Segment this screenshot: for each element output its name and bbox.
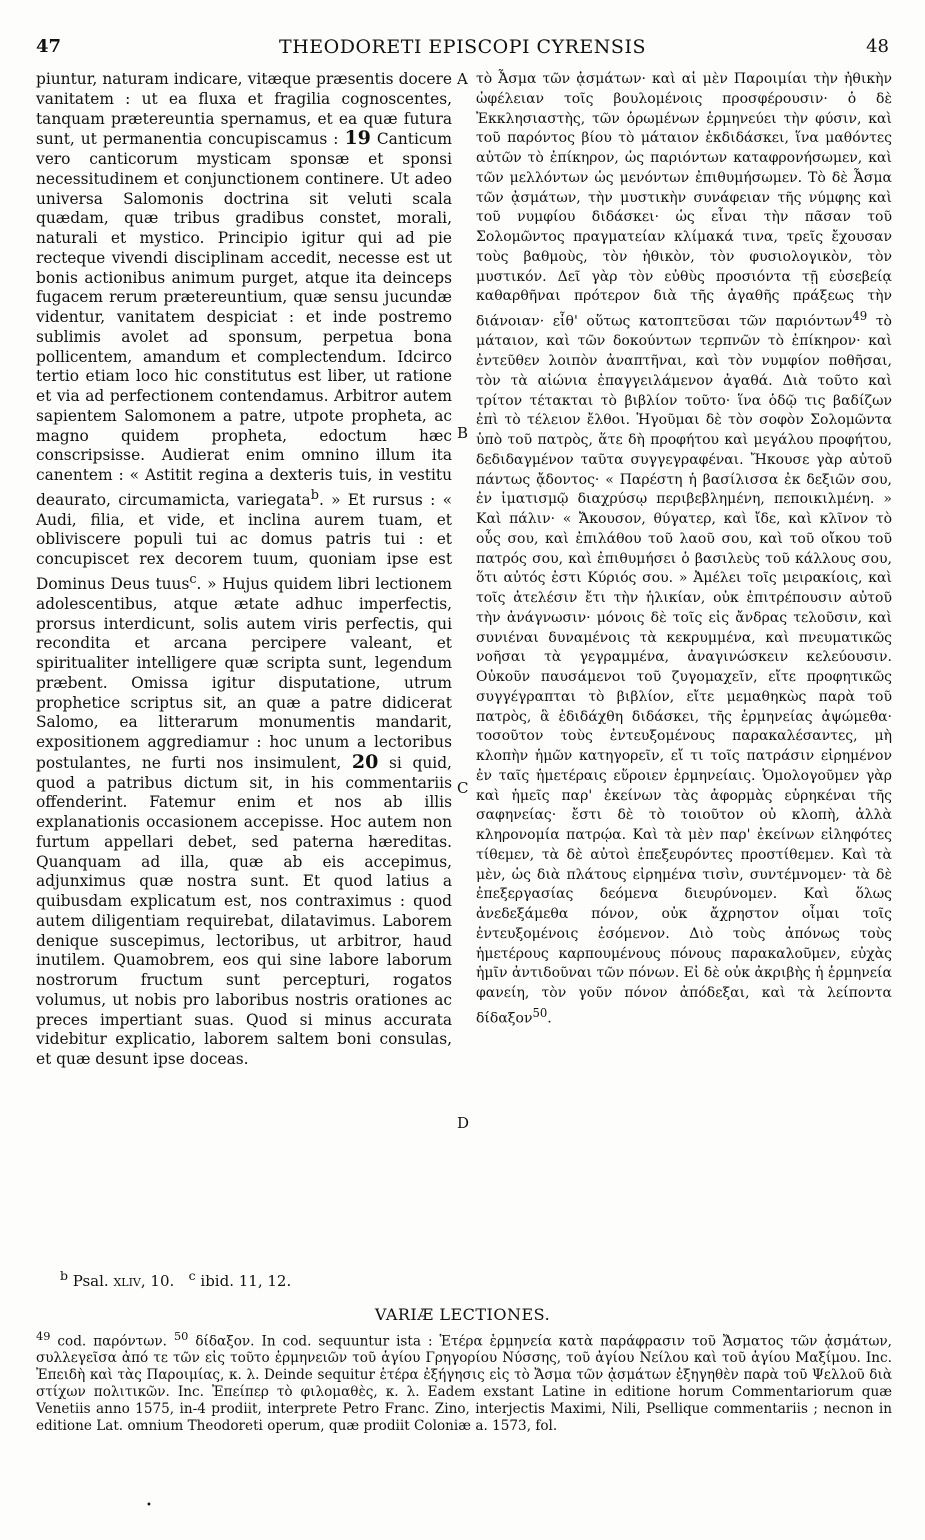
latin-paragraph-1: piuntur, naturam indicare, vitæque præsentis docere vanitatem : ut ea fluxa et fragilia cognoscentes, tanquam prætereuntia spernamus, et ea quæ futura sunt, ut permanentia concupiscamus :: [36, 70, 452, 149]
latin-column: [36, 70, 452, 1070]
variant-text-50: δίδαξον. In cod. sequuntur ista : Ἑτέρα ἑρμηνεία κατὰ παράφρασιν τοῦ Ἄσματος τῶν ᾀσμάτων, συλλεγεῖσα ἀπό τε τῶν εἰς τοῦτο ἑρμηνειῶν τοῦ ἁγίου Γρηγορίου Νύσσης, τοῦ ἁγίου Νείλου καὶ τοῦ ἁγίου Μαξίμου. Inc. Ἐπειδὴ καὶ τὰς Παροιμίας, κ. λ. Deinde sequitur ἑτέρα ἐξήγησις εἰς τὸ Ἄσμα τῶν ᾀσμάτων ἐξηγηθὲν παρὰ τοῦ Ψελλοῦ διὰ στίχων πολιτικῶν. Inc. Ἐπείπερ τὸ φιλομαθὲς, κ. λ. Eadem exstant Latine in editione horum Commentariorum quæ Venetiis anno 1575, in-4 prodiit, interprete Petro Franc. Zino, interjectis Maximi, Nili, Psellique commentariis ; necnon in editione Lat. omnium Theodoreti operum, quæ prodiit Coloniæ a. 1573, fol.: [36, 1333, 892, 1434]
latin-paragraph-4: . » Hujus quidem libri lectionem adolescentibus, atque ætate adhuc imperfectis, prorsus interdicunt, solis autem viris perfectis, qui recondita et arcana percipere valeant, et spiritualiter intelligere quæ scripta sunt, legendum præbent. Omissa igitur disputatione, utrum prophetice scriptus sit, an quæ a patre didicerat Salomo, ea litterarum monumentis mandarit, expositionem aggrediamur : hoc unum a lectoribus postulantes, ne furti nos insimulent,: [36, 575, 452, 772]
section-number-20: 20: [351, 750, 379, 773]
column-number-left: 47: [36, 36, 62, 57]
greek-text: [476, 70, 892, 1029]
footnote-mark-c: c: [188, 1268, 196, 1283]
variant-ref-49: 49: [852, 309, 868, 323]
margin-letter-c: C: [457, 779, 469, 797]
latin-text: [36, 70, 452, 1070]
greek-column: [476, 70, 892, 1029]
section-number-19: 19: [344, 127, 371, 150]
footnote-b-ref: xliv: [113, 1272, 141, 1290]
variant-ref-50: 50: [532, 1005, 548, 1020]
footnote-b-text: Psal.: [68, 1272, 114, 1290]
column-number-right: 48: [866, 36, 889, 57]
footnote-ref-c: c: [189, 571, 197, 587]
margin-letter-a: A: [457, 70, 468, 88]
variant-mark-49: 49: [36, 1329, 51, 1343]
footnote-mark-b: b: [60, 1268, 69, 1283]
footnotes: [60, 1268, 460, 1290]
margin-letter-d: D: [457, 1114, 470, 1132]
latin-paragraph-2: Canticum vero canticorum mysticam sponsæ et sponsi necessitudinem et conjunctionem continere. Ut adeo universa Salomonis doctrina sit veluti scala quædam, quæ tribus gradibus constet, morali, naturali et mystico. Principio igitur qui ad pie recteque vivendi disciplinam accedit, necesse est ut bonis actionibus animum purget, atque ita deinceps fugacem rerum prætereuntium, quæ sensu jucundæ videntur, vanitatem despiciat : et inde postremo sublimis avolet ad sponsum, perpetua bona pollicentem, amandum et complectendum. Idcirco tertio etiam loco hic constitutus est liber, ut ratione et via ad perfectionem contendamus. Arbitror autem sapientem Salomonem a patre, utpote propheta, ac magno quidem propheta, edoctum hæc conscripsisse. Audierat enim omnino illum ita canentem : « Astitit regina a dexteris tuis, in vestitu deaurato, circumamicta, variegata: [36, 130, 452, 509]
greek-paragraph-end: .: [547, 1010, 552, 1027]
footnote-c-text: ibid. 11, 12.: [195, 1272, 292, 1290]
variant-mark-50: 50: [173, 1329, 189, 1343]
variae-lectiones: [36, 1328, 892, 1434]
latin-paragraph-3: . » Et rursus : « Audi, filia, et vide, et inclina aurem tuam, et obliviscere populi tui ac domus patris tui : et concupiscet rex decorem tuum, quoniam ipse est Dominus Deus tuus: [36, 490, 452, 593]
variae-lectiones-title: VARIÆ LECTIONES.: [374, 1305, 551, 1324]
greek-paragraph-1: τὸ Ἆσμα τῶν ᾀσμάτων· καὶ αἱ μὲν Παροιμίαι τὴν ἠθικὴν ὠφέλειαν τοῖς βουλομένοις προσφέρουσιν· ὁ δὲ Ἐκκλησιαστὴς, τῶν ὁρωμένων ἑρμηνεύει τὴν φύσιν, καὶ τοῦ παρόντος βίου τὸ μάταιον ἐκδιδάσκει, ἵνα μαθόντες αὐτῶν τὸ ἐπίκηρον, ὡς παριόντων καταφρονήσωμεν, καὶ τῶν μελλόντων ὡς μενόντων ἐπιθυμήσωμεν. Τὸ δὲ Ἆσμα τῶν ᾀσμάτων, τὴν μυστικὴν συνάφειαν τῆς νύμφης καὶ τοῦ νυμφίου διδάσκει· ὡς εἶναι τὴν πᾶσαν τοῦ Σολομῶντος πραγματείαν κλίμακά τινα, τρεῖς ἔχουσαν τοὺς βαθμοὺς, τὸν ἠθικὸν, τὸν φυσιολογικὸν, τὸν μυστικόν. Δεῖ γὰρ τὸν εὐθὺς προσιόντα τῇ εὐσεβείᾳ καθαρθῆναι πρότερον διὰ τῆς ἀγαθῆς πράξεως τὴν διάνοιαν· εἶθ' οὕτως κατοπτεῦσαι τῶν παριόντων: [476, 71, 892, 330]
latin-paragraph-5: si quid, quod a patribus dictum sit, in his commentariis offenderint. Fatemur enim et nos ab illis explanationis occasionem accepisse. Hoc autem non furtum appellari debet, sed paterna hæreditas. Quanquam ad illa, quæ ab eis accepimus, adjunximus quæ nostra sunt. Et quod latius a quibusdam explicatum est, nos contraximus : quod autem diligentiam requirebat, dilatavimus. Laborem denique suscepimus, lectoribus, ut arbitror, haud inutilem. Quamobrem, eos qui sine labore laborum nostrorum fructum sunt percepturi, rogatos volumus, ut nobis pro laboribus nostris orationes ac preces impertiant suas. Quod si minus accurata videbitur explicatio, laborem saltem boni consulas, et quæ desunt ipse doceas.: [36, 753, 452, 1068]
stray-mark: •: [146, 1500, 152, 1511]
margin-letter-b: B: [457, 424, 469, 442]
page-header: [36, 36, 889, 62]
footnote-ref-b: b: [310, 487, 319, 503]
footnote-b-verse: , 10.: [140, 1272, 175, 1290]
greek-paragraph-2: τὸ μάταιον, καὶ τῶν δοκούντων τερπνῶν τὸ ἐπίκηρον· καὶ ἐντεῦθεν λοιπὸν ἀναπτῆναι, καὶ τὸν νυμφίον ποθῆσαι, τὸν τὰ αἰώνια ἐπαγγειλάμενον ἀγαθά. Διὰ τοῦτο καὶ τρίτον τέτακται τὸ βιβλίον τοῦτο· ἵνα ὁδῷ τις βαδίζων ἐπὶ τὸ τέλειον ἔλθοι. Ἡγοῦμαι δὲ τὸν σοφὸν Σολομῶντα ὑπὸ τοῦ πατρὸς, ἅτε δὴ προφήτου καὶ μεγάλου προφήτου, δεδιδαγμένον ταῦτα συγγεγραφέναι. Ἤκουσε γὰρ αὐτοῦ πάντως ᾄδοντος· « Παρέστη ἡ βασίλισσα ἐκ δεξιῶν σου, ἐν ἱματισμῷ διαχρύσῳ περιβεβλημένη, πεποικιλμένη. » Καὶ πάλιν· « Ἄκουσον, θύγατερ, καὶ ἴδε, καὶ κλῖνον τὸ οὖς σου, καὶ ἐπιλάθου τοῦ λαοῦ σου, καὶ τοῦ οἴκου τοῦ πατρός σου, καὶ ἐπιθυμήσει ὁ βασιλεὺς τοῦ κάλλους σου, ὅτι αὐτός ἐστι Κύριός σου. » Ἀμέλει τοῖς μειρακίοις, καὶ τοῖς ἀτελέσιν ἔτι τὴν ἡλικίαν, οὐκ ἐπιτρέπουσιν αὐτοῦ τὴν ἀνάγνωσιν· μόνοις δὲ τοῖς εἰς ἄνδρας τελοῦσιν, καὶ συνιέναι δυναμένοις τὰ κεκρυμμένα, καὶ πνευματικῶς νοῆσαι τὰ γεγραμμένα, ἀναγινώσκειν κελεύουσιν. Οὐκοῦν παυσάμενοι τοῦ ζυγομαχεῖν, εἴτε προφητικῶς συγγέγραπται τὸ βιβλίον, εἴτε μεμαθηκὼς παρὰ τοῦ πατρὸς, ἃ ἐδιδάχθη διδάσκει, τῆς ἑρμηνείας ἀψώμεθα· τοσοῦτον τοὺς ἐντευξομένους παρακαλέσαντες, μὴ κλοπὴν ἡμῶν κατηγορεῖν, εἴ τι τοῖς πατράσιν εἰρημένον ἐν ταῖς ἡμετέραις εὕροιεν ἑρμηνείαις. Ὁμολογοῦμεν γὰρ καὶ ἡμεῖς παρ' ἐκείνων τὰς ἀφορμὰς εὑρηκέναι τῆς σαφηνείας· ἔστι δὲ τὸ τοιοῦτον οὐ κλοπὴ, ἀλλὰ κληρονομία πατρῴα. Καὶ τὰ μὲν παρ' ἐκείνων εἰληφότες τίθεμεν, τὰ δὲ αὐτοὶ ἐπεξευρόντες προστίθεμεν. Καὶ τὰ μὲν, ὡς διὰ πλάτους εἰρημένα τισὶν, συντέμνομεν· τὰ δὲ ἐπεξεργασίας δεόμενα διευρύνομεν. Καὶ ὅλως ἀνεδεξάμεθα πόνον, οὐκ ἄχρηστον οἶμαι τοῖς ἐντευξομένοις ἐσόμενον. Διὸ τοὺς ἀπόνως τοὺς ἡμετέρους καρπουμένους πόνους παρακαλοῦμεν, εὐχὰς ἡμῖν ἀντιδοῦναι τῶν πόνων. Εἰ δὲ οὐκ ἀκριβὴς ἡ ἑρμηνεία φανείη, τὸν γοῦν πόνον ἀπόδεξαι, καὶ τὰ λείποντα δίδαξον: [476, 313, 892, 1027]
running-title: THEODORETI EPISCOPI CYRENSIS: [279, 36, 646, 58]
variant-text-49: cod. παρόντων.: [50, 1333, 174, 1350]
